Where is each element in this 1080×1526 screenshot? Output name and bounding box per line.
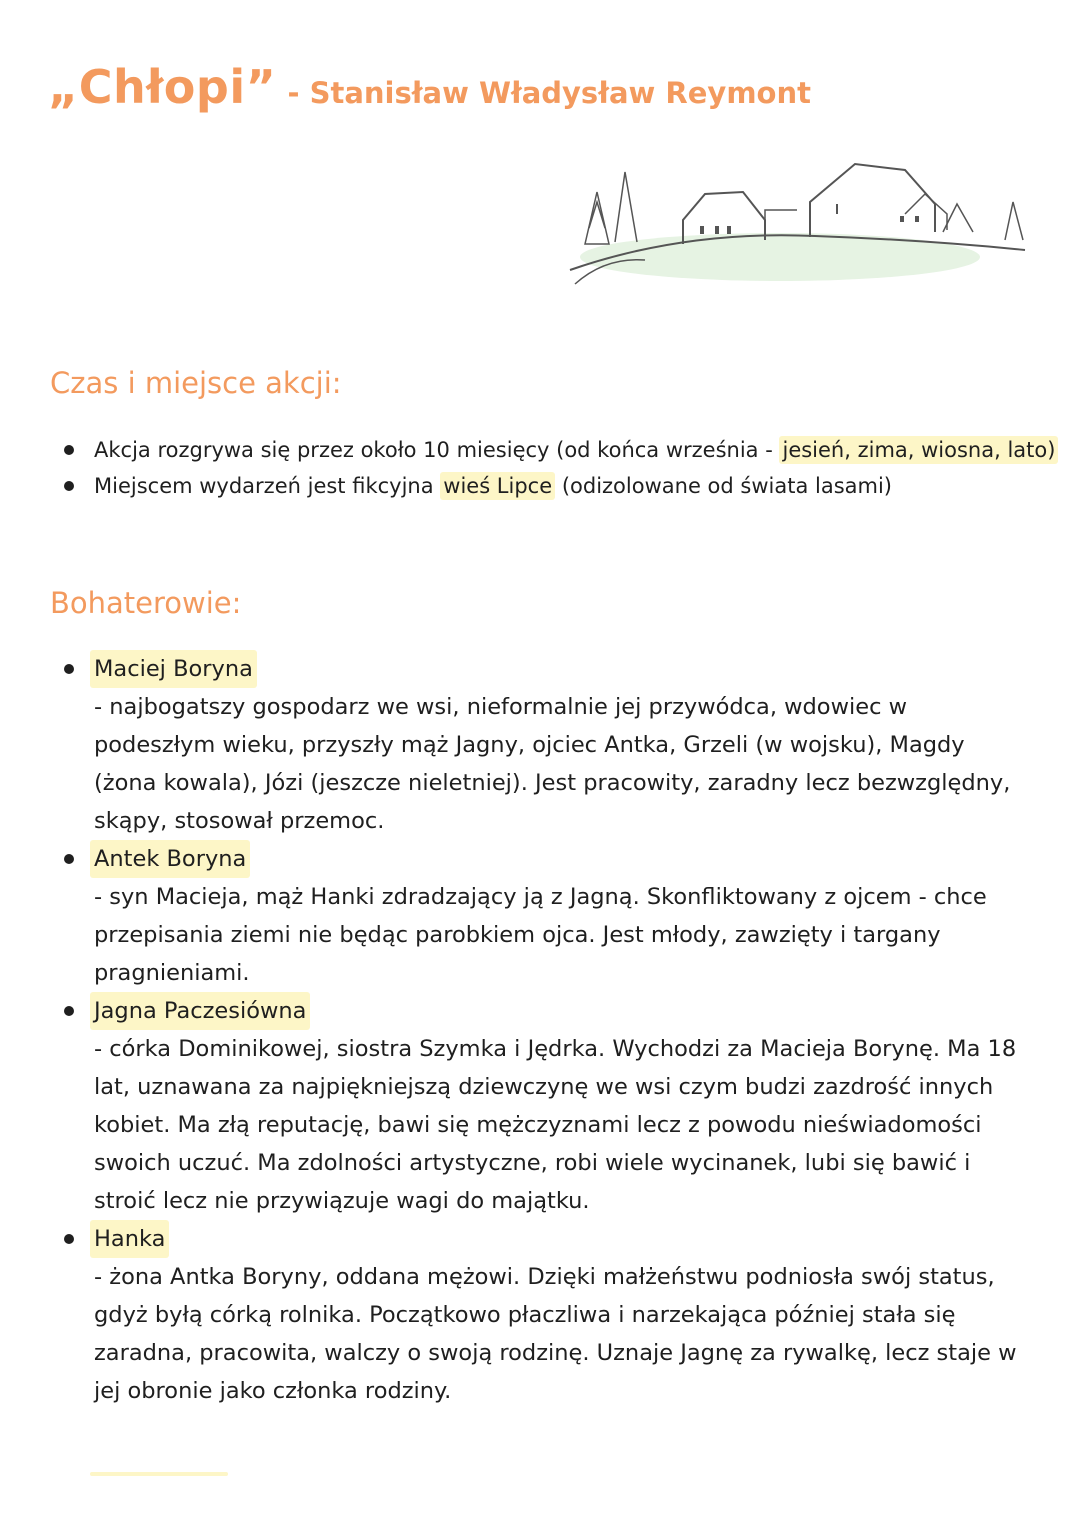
book-title: „Chłopi” — [48, 60, 277, 114]
heroes-heading: Bohaterowie: — [50, 586, 242, 620]
hero-item-antek — [0, 840, 1040, 992]
list-item — [0, 432, 1058, 468]
house-back — [905, 194, 947, 230]
list-item — [0, 468, 1058, 504]
hero-description: - córka Dominikowej, siostra Szymka i Jędrka. Wychodzi za Macieja Borynę. Ma 18 lat, uznawana za najpiękniejszą dziewczynę we wsi czym budzi zazdrość innych kobiet. Ma złą reputację, bawi się mężczyznami lecz z powodu nieświadomości swoich uczuć. Ma zdolności artystyczne, robi wiele wycinanek, lubi się bawić i stroić lecz nie przywiązuje wagi do majątku. — [94, 1036, 1017, 1214]
bullet-icon — [64, 664, 74, 674]
book-author: - Stanisław Władysław Reymont — [287, 76, 811, 110]
hero-name: Antek Boryna — [90, 840, 250, 878]
bullet-icon — [64, 445, 74, 455]
tree-left-tall — [615, 172, 637, 242]
heroes-list — [0, 650, 1040, 1410]
hero-name: Maciej Boryna — [90, 650, 257, 688]
ground-shade — [580, 233, 980, 281]
hero-description: - syn Macieja, mąż Hanki zdradzający ją z Jagną. Skonfliktowany z ojcem - chce przepisania ziemi nie będąc parobkiem ojca. Jest młody, zawzięty i targany pragnieniami. — [94, 884, 987, 986]
hero-item-hanka — [0, 1220, 1040, 1410]
tree-left — [585, 192, 609, 244]
tree-right-far — [1005, 202, 1023, 240]
bullet-icon — [64, 854, 74, 864]
page-title — [48, 60, 811, 114]
hero-item-maciej — [0, 650, 1040, 840]
setting-heading: Czas i miejsce akcji: — [50, 366, 342, 400]
setting-time-text: Akcja rozgrywa się przez około 10 miesięcy (od końca września - — [94, 438, 780, 462]
setting-time-highlight: jesień, zima, wiosna, lato) — [779, 436, 1058, 464]
hero-description: - najbogatszy gospodarz we wsi, nieformalnie jej przywódca, wdowiec w podeszłym wieku, przyszły mąż Jagny, ojciec Antka, Grzeli (w wojsku), Magdy (żona kowala), Józi (jeszcze nieletniej). Jest pracowity, zaradny lecz bezwzględny, skąpy, stosował przemoc. — [94, 694, 1011, 834]
bullet-icon — [64, 1234, 74, 1244]
setting-place-text: Miejscem wydarzeń jest fikcyjna — [94, 474, 441, 498]
bullet-icon — [64, 481, 74, 491]
village-sketch-illustration — [565, 152, 1045, 292]
hero-description: - żona Antka Boryny, oddana mężowi. Dzięki małżeństwu podniosła swój status, gdyż byłą córką rolnika. Początkowo płaczliwa i narzekająca później stała się zaradna, pracowita, walczy o swoją rodzinę. Uznaje Jagnę za rywalkę, lecz staje w jej obronie jako członka rodziny. — [94, 1264, 1017, 1404]
highlight-stub — [90, 1472, 228, 1476]
hero-item-jagna — [0, 992, 1040, 1220]
house-large — [810, 164, 935, 237]
setting-place-note: (odizolowane od świata lasami) — [555, 474, 892, 498]
setting-place-highlight: wieś Lipce — [440, 472, 555, 500]
bullet-icon — [64, 1006, 74, 1016]
setting-list — [0, 432, 1058, 504]
hero-name: Jagna Paczesiówna — [90, 992, 310, 1030]
hero-name: Hanka — [90, 1220, 169, 1258]
